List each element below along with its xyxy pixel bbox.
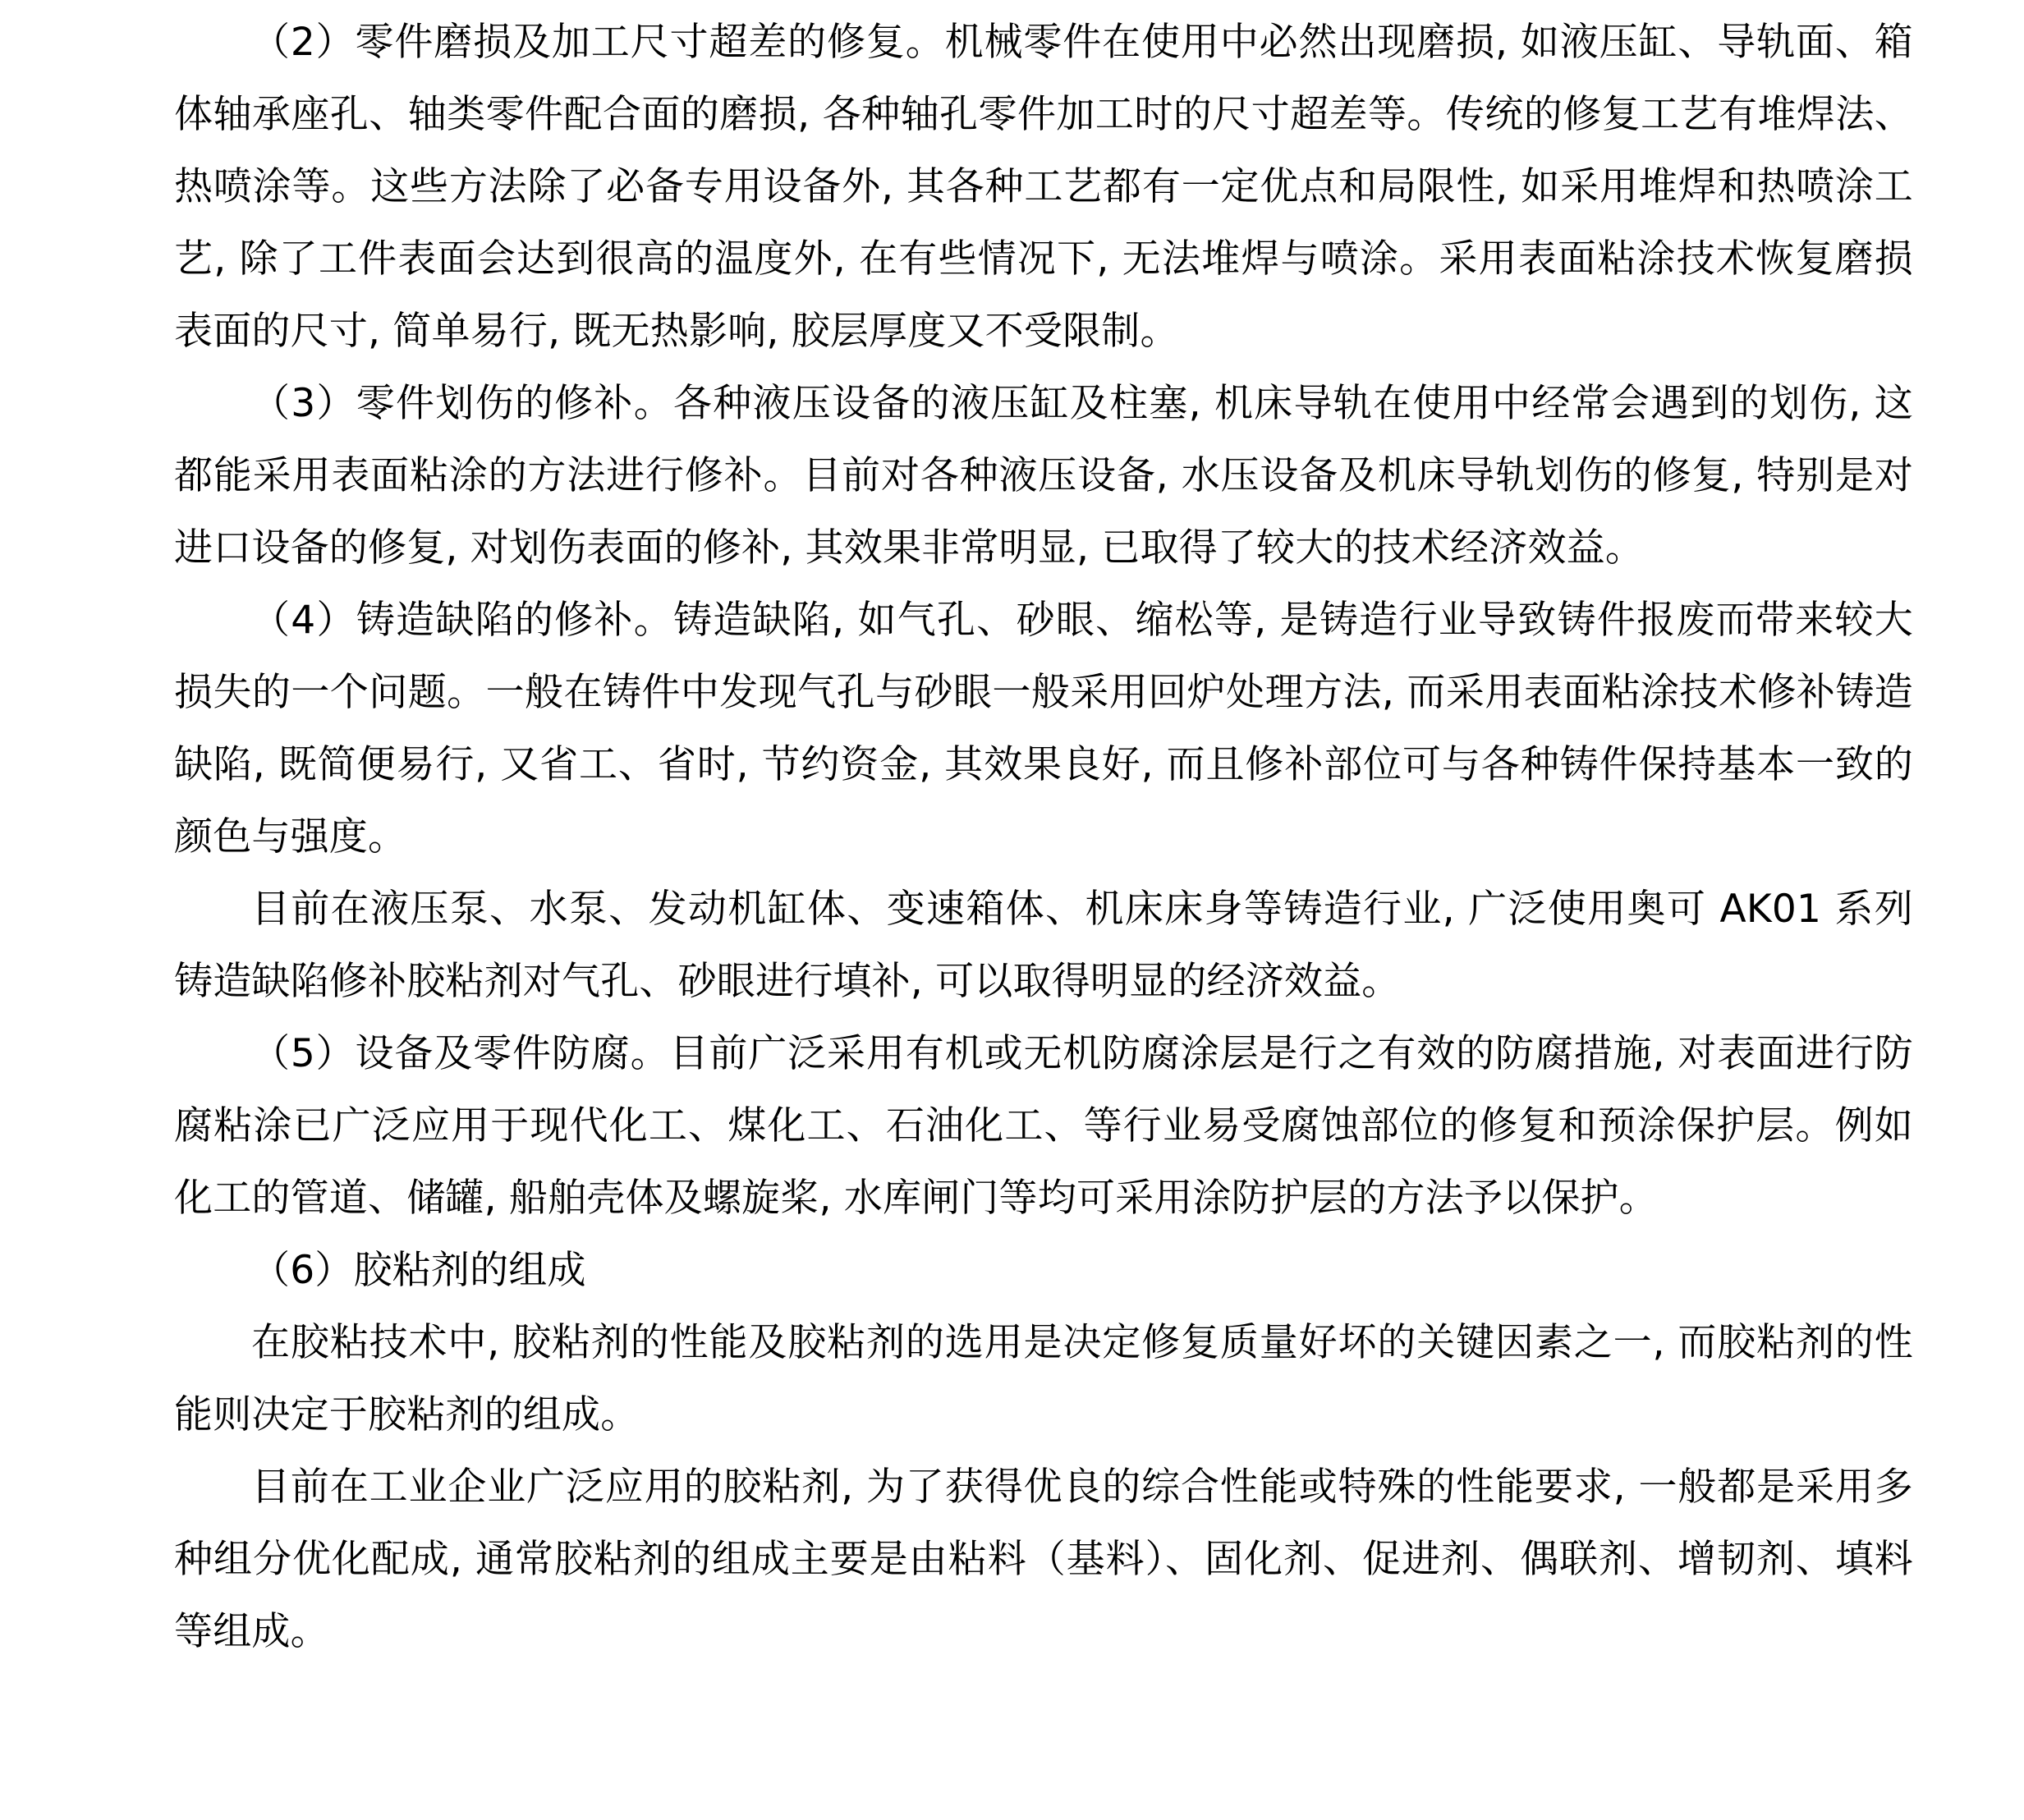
paragraph-casting-industry-application: 目前在液压泵、水泵、发动机缸体、变速箱体、机床床身等铸造行业, 广泛使用奥可 AK01 系列铸造缺陷修补胶粘剂对气孔、砂眼进行填补, 可以取得明显的经济效益。 xyxy=(174,887,1913,1004)
paragraph-6-adhesive-composition-heading: （6）胶粘剂的组成 xyxy=(251,1248,586,1293)
paragraph-2-wear-repair: （2）零件磨损及加工尺寸超差的修复。机械零件在使用中必然出现磨损, 如液压缸、导轨面、箱体轴承座孔、轴类零件配合面的磨损, 各种轴孔零件加工时的尺寸超差等。传统的修复工艺有堆焊法、热喷涂等。这些方法除了必备专用设备外, 其各种工艺都有一定优点和局限性, 如采用堆焊和热喷涂工艺, 除了工件表面会达到很高的温度外, 在有些情况下, 无法堆焊与喷涂。采用表面粘涂技术恢复磨损表面的尺寸, 简单易行, 既无热影响, 胶层厚度又不受限制。 xyxy=(174,20,1913,354)
paragraph-adhesive-components: 目前在工业企业广泛应用的胶粘剂, 为了获得优良的综合性能或特殊的性能要求, 一般都是采用多种组分优化配成, 通常胶粘剂的组成主要是由粘料（基料）、固化剂、促进剂、偶联剂、增韧剂、填料等组成。 xyxy=(174,1465,1913,1654)
document-body xyxy=(174,7,1913,1668)
paragraph-4-casting-defect-repair: （4）铸造缺陷的修补。铸造缺陷, 如气孔、砂眼、缩松等, 是铸造行业导致铸件报废而带来较大损失的一个问题。一般在铸件中发现气孔与砂眼一般采用回炉处理方法, 而采用表面粘涂技术修补铸造缺陷, 既简便易行, 又省工、省时, 节约资金, 其效果良好, 而且修补部位可与各种铸件保持基本一致的颜色与强度。 xyxy=(174,598,1913,860)
paragraph-5-corrosion-protection: （5）设备及零件防腐。目前广泛采用有机或无机防腐涂层是行之有效的防腐措施, 对表面进行防腐粘涂已广泛应用于现代化工、煤化工、石油化工、等行业易受腐蚀部位的修复和预涂保护层。例如化工的管道、储罐, 船舶壳体及螺旋桨, 水库闸门等均可采用涂防护层的方法予以保护。 xyxy=(174,1031,1913,1221)
paragraph-3-scratch-repair: （3）零件划伤的修补。各种液压设备的液压缸及柱塞, 机床导轨在使用中经常会遇到的划伤, 这都能采用表面粘涂的方法进行修补。目前对各种液压设备, 水压设备及机床导轨划伤的修复, 特别是对进口设备的修复, 对划伤表面的修补, 其效果非常明显, 已取得了较大的技术经济效益。 xyxy=(174,381,1913,571)
paragraph-adhesive-performance: 在胶粘技术中, 胶粘剂的性能及胶粘剂的选用是决定修复质量好坏的关键因素之一, 而胶粘剂的性能则决定于胶粘剂的组成。 xyxy=(174,1320,1913,1437)
